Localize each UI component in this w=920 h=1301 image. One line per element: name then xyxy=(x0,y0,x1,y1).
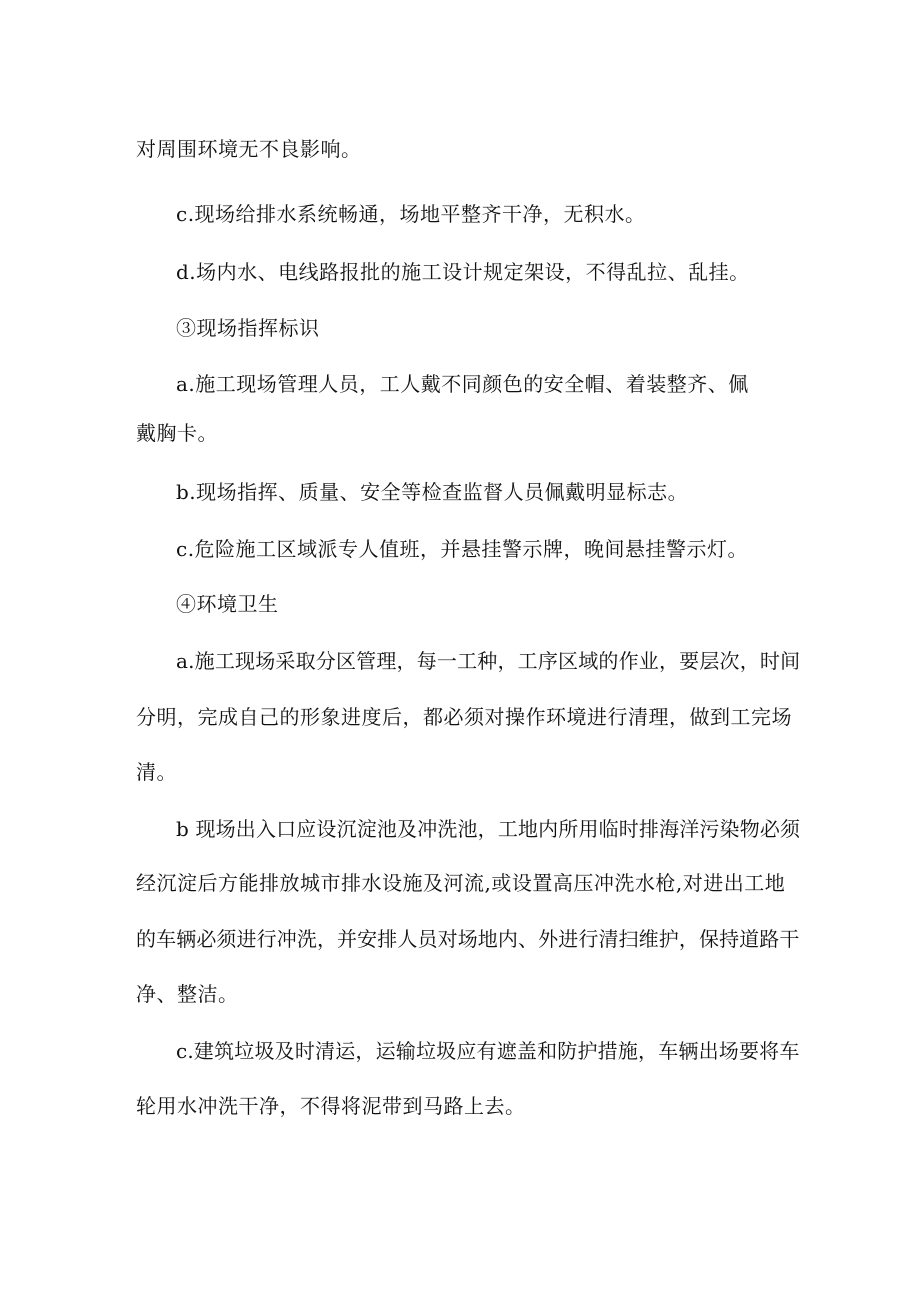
paragraph-line: 净、整洁。 xyxy=(136,982,239,1006)
paragraph-line: c.建筑垃圾及时清运，运输垃圾应有遮盖和防护措施，车辆出场要将车 xyxy=(176,1039,800,1063)
paragraph-line: 戴胸卡。 xyxy=(136,421,218,445)
paragraph-line: 轮用水冲洗干净，不得将泥带到马路上去。 xyxy=(136,1094,526,1118)
paragraph-line: b.现场指挥、质量、安全等检查监督人员佩戴明显标志。 xyxy=(176,480,689,504)
paragraph-line: a.施工现场采取分区管理，每一工种，工序区域的作业，要层次，时间 xyxy=(176,649,801,673)
paragraph-line: b 现场出入口应设沉淀池及冲洗池，工地内所用临时排海洋污染物必须 xyxy=(176,817,801,841)
paragraph-line: 的车辆必须进行冲洗，并安排人员对场地内、外进行清扫维护，保持道路干 xyxy=(136,927,800,951)
paragraph-line: a.施工现场管理人员，工人戴不同颜色的安全帽、着装整齐、佩 xyxy=(176,372,749,396)
paragraph-line: 经沉淀后方能排放城市排水设施及河流,或设置高压冲洗水枪,对进出工地 xyxy=(136,871,786,895)
section-heading: ③现场指挥标识 xyxy=(176,316,320,340)
paragraph-line: 清。 xyxy=(136,760,177,784)
paragraph-line: c.危险施工区域派专人值班，并悬挂警示牌，晚间悬挂警示灯。 xyxy=(176,537,749,561)
paragraph-line: d.场内水、电线路报批的施工设计规定架设，不得乱拉、乱挂。 xyxy=(176,260,750,284)
paragraph-line: 分明，完成自己的形象进度后，都必须对操作环境进行清理，做到工完场 xyxy=(136,705,792,729)
section-heading: ④环境卫生 xyxy=(176,592,279,616)
paragraph-line: 对周围环境无不良影响。 xyxy=(136,137,362,161)
paragraph-line: c.现场给排水系统畅通，场地平整齐干净，无积水。 xyxy=(176,202,646,226)
